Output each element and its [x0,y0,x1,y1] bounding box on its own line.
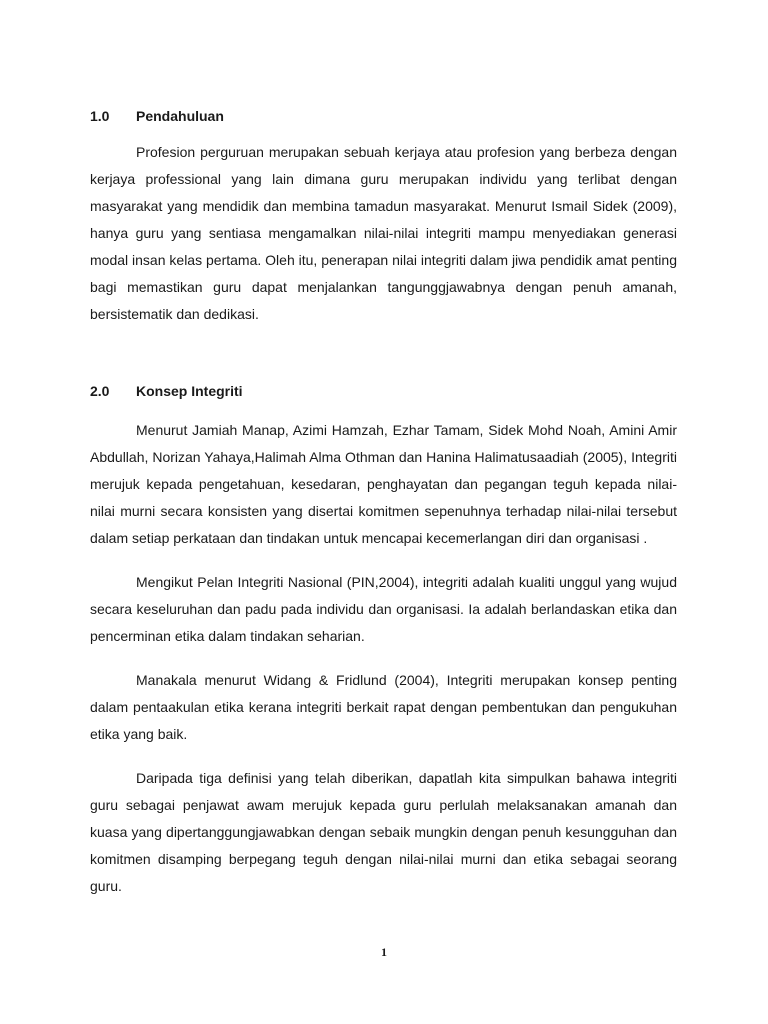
paragraph: Daripada tiga definisi yang telah diberikan, dapatlah kita simpulkan bahawa integriti guru sebagai penjawat awam merujuk kepada guru perlulah melaksanakan amanah dan kuasa yang dipertanggungjawabkan dengan sebaik mungkin dengan penuh kesungguhan dan komitmen disamping berpegang teguh dengan nilai-nilai murni dan etika sebagai seorang guru. [90,770,677,894]
section-title: Konsep Integriti [136,383,243,399]
section-heading-konsep-integriti [90,382,677,400]
section-number: 1.0 [90,108,110,124]
paragraph: Menurut Jamiah Manap, Azimi Hamzah, Ezhar Tamam, Sidek Mohd Noah, Amini Amir Abdullah, Norizan Yahaya,Halimah Alma Othman dan Hanina Halimatusaadiah (2005), Integriti merujuk kepada pengetahuan, kesedaran, penghayatan dan pegangan teguh kepada nilai-nilai murni secara konsisten yang disertai komitmen sepenuhnya terhadap nilai-nilai tersebut dalam setiap perkataan dan tindakan untuk mencapai kecemerlangan diri dan organisasi . [90,422,677,546]
paragraph: Profesion perguruan merupakan sebuah kerjaya atau profesion yang berbeza dengan kerjaya professional yang lain dimana guru merupakan individu yang terlibat dengan masyarakat yang mendidik dan membina tamadun masyarakat. Menurut Ismail Sidek (2009), hanya guru yang sentiasa mengamalkan nilai-nilai integriti mampu menyediakan generasi modal insan kelas pertama. Oleh itu, penerapan nilai integriti dalam jiwa pendidik amat penting bagi memastikan guru dapat menjalankan tangunggjawabnya dengan penuh amanah, bersistematik dan dedikasi. [90,144,677,322]
document-page [90,107,677,900]
section-number: 2.0 [90,383,110,399]
section-heading-pendahuluan [90,107,677,125]
section-title: Pendahuluan [136,108,224,124]
paragraph: Mengikut Pelan Integriti Nasional (PIN,2004), integriti adalah kualiti unggul yang wujud secara keseluruhan dan padu pada individu dan organisasi. Ia adalah berlandaskan etika dan pencerminan etika dalam tindakan seharian. [90,574,677,644]
paragraph: Manakala menurut Widang & Fridlund (2004), Integriti merupakan konsep penting dalam pentaakulan etika kerana integriti berkait rapat dengan pembentukan dan pengukuhan etika yang baik. [90,672,677,742]
page-number: 1 [381,945,387,959]
